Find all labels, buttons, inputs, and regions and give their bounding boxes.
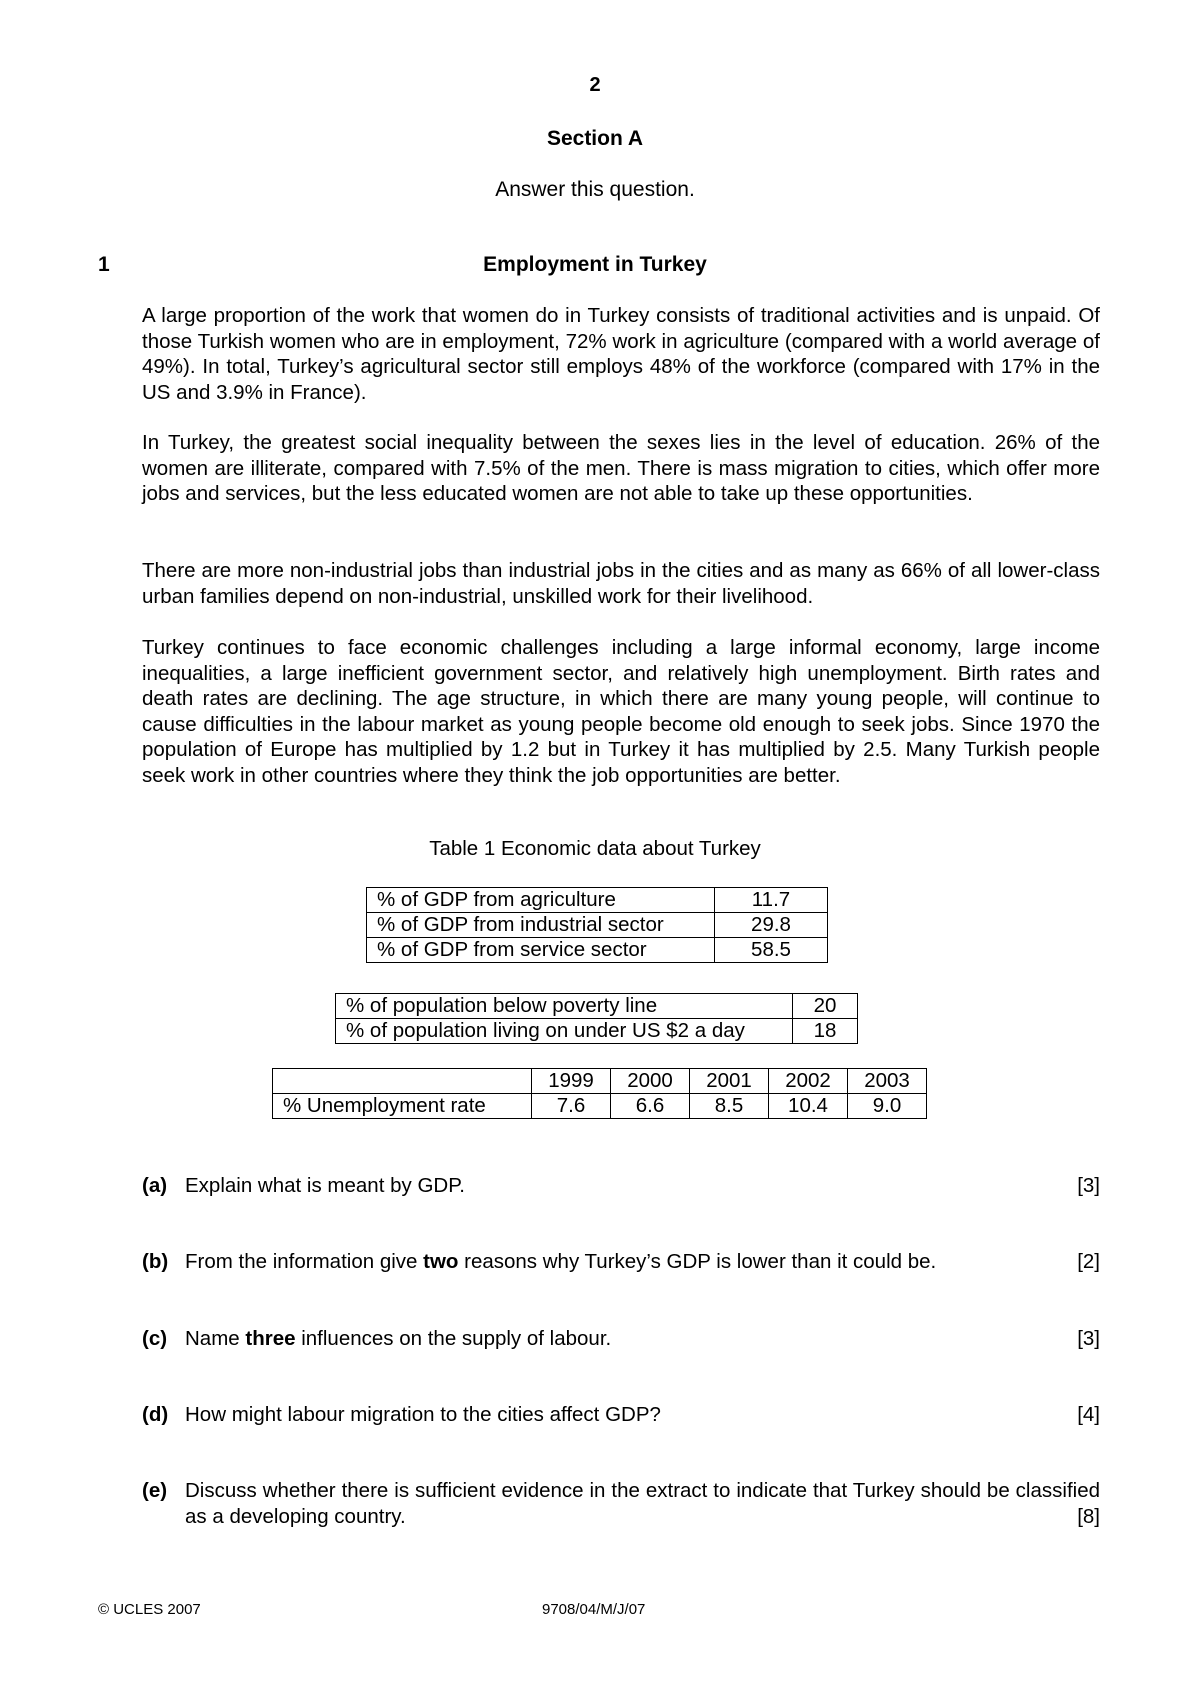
- paragraph: There are more non-industrial jobs than industrial jobs in the cities and as many as 66% of all lower-class urban families depend on non-industrial, unskilled work for their livelihood.: [142, 559, 1100, 608]
- question-title: Employment in Turkey: [483, 253, 707, 276]
- gdp-table: [366, 887, 828, 963]
- subquestion-marks: [3]: [1077, 1174, 1100, 1197]
- table-cell: % Unemployment rate: [273, 1094, 532, 1119]
- table-row: [367, 913, 828, 938]
- table-cell: % of GDP from service sector: [367, 938, 715, 963]
- table-cell: 6.6: [611, 1094, 690, 1119]
- subquestion-d: [142, 1402, 1100, 1430]
- table-row: [367, 938, 828, 963]
- subquestion-c: [142, 1326, 1100, 1354]
- table-cell: % of GDP from agriculture: [367, 888, 715, 913]
- table-cell: % of GDP from industrial sector: [367, 913, 715, 938]
- subquestion-text: From the information give two reasons why Turkey’s GDP is lower than it could be.: [185, 1250, 937, 1273]
- table-cell: 7.6: [532, 1094, 611, 1119]
- table-cell: [273, 1069, 532, 1094]
- subquestion-label: (d): [142, 1403, 169, 1426]
- question-number: 1: [98, 253, 110, 276]
- table-cell: % of population below poverty line: [336, 994, 793, 1019]
- footer-copyright: © UCLES 2007: [98, 1601, 201, 1618]
- paragraph: In Turkey, the greatest social inequality between the sexes lies in the level of education. 26% of the women are illiterate, compared with 7.5% of the men. There is mass migration to cities, which offer more jobs and services, but the less educated women are not able to take up these opportunities.: [142, 431, 1100, 505]
- table-row: [273, 1069, 927, 1094]
- page-number: 2: [589, 74, 601, 96]
- subquestion-text: Name three influences on the supply of labour.: [185, 1327, 612, 1350]
- table-row: [273, 1094, 927, 1119]
- subquestion-text: Explain what is meant by GDP.: [185, 1174, 465, 1197]
- table-cell: 29.8: [715, 913, 828, 938]
- table-row: [336, 994, 858, 1019]
- section-title: Section A: [546, 127, 644, 150]
- instruction: Answer this question.: [495, 178, 695, 201]
- poverty-table: [335, 993, 858, 1044]
- table-cell: % of population living on under US $2 a day: [336, 1019, 793, 1044]
- table-header-year: 2000: [611, 1069, 690, 1094]
- table-cell: 18: [793, 1019, 858, 1044]
- table-header-year: 2003: [848, 1069, 927, 1094]
- subquestion-text: How might labour migration to the cities affect GDP?: [185, 1403, 661, 1426]
- subquestion-label: (c): [142, 1327, 168, 1350]
- table-cell: 58.5: [715, 938, 828, 963]
- table-caption: Table 1 Economic data about Turkey: [429, 837, 761, 860]
- table-cell: 20: [793, 994, 858, 1019]
- table-cell: 9.0: [848, 1094, 927, 1119]
- unemployment-table: [272, 1068, 927, 1119]
- table-row: [367, 888, 828, 913]
- subquestion-a: [142, 1173, 1100, 1201]
- subquestion-label: (e): [142, 1479, 168, 1502]
- paragraph: Turkey continues to face economic challenges including a large informal economy, large income inequalities, a large inefficient government sector, and relatively high unemployment. Birth rates and death rates are declining. The age structure, in which there are many young people, will continue to cause difficulties in the labour market as young people become old enough to seek jobs. Since 1970 the population of Europe has multiplied by 1.2 but in Turkey it has multiplied by 2.5. Many Turkish people seek work in other countries where they think the job opportunities are better.: [142, 636, 1100, 787]
- subquestion-text: Discuss whether there is sufficient evidence in the extract to indicate that Turkey should be classified as a developing country.: [185, 1479, 1100, 1528]
- paragraph: A large proportion of the work that women do in Turkey consists of traditional activities and is unpaid. Of those Turkish women who are in employment, 72% work in agriculture (compared with a world average of 49%). In total, Turkey’s agricultural sector still employs 48% of the workforce (compared with 17% in the US and 3.9% in France).: [142, 304, 1100, 404]
- subquestion-marks: [8]: [1077, 1505, 1100, 1528]
- table-cell: 11.7: [715, 888, 828, 913]
- table-row: [336, 1019, 858, 1044]
- table-header-year: 1999: [532, 1069, 611, 1094]
- subquestion-label: (a): [142, 1174, 168, 1197]
- table-header-year: 2002: [769, 1069, 848, 1094]
- subquestion-label: (b): [142, 1250, 169, 1273]
- subquestion-e: [142, 1478, 1100, 1532]
- subquestion-marks: [4]: [1077, 1403, 1100, 1426]
- table-cell: 8.5: [690, 1094, 769, 1119]
- footer-code: 9708/04/M/J/07: [542, 1601, 646, 1618]
- table-header-year: 2001: [690, 1069, 769, 1094]
- subquestion-b: [142, 1249, 1100, 1277]
- table-cell: 10.4: [769, 1094, 848, 1119]
- subquestion-marks: [2]: [1077, 1250, 1100, 1273]
- subquestion-marks: [3]: [1077, 1327, 1100, 1350]
